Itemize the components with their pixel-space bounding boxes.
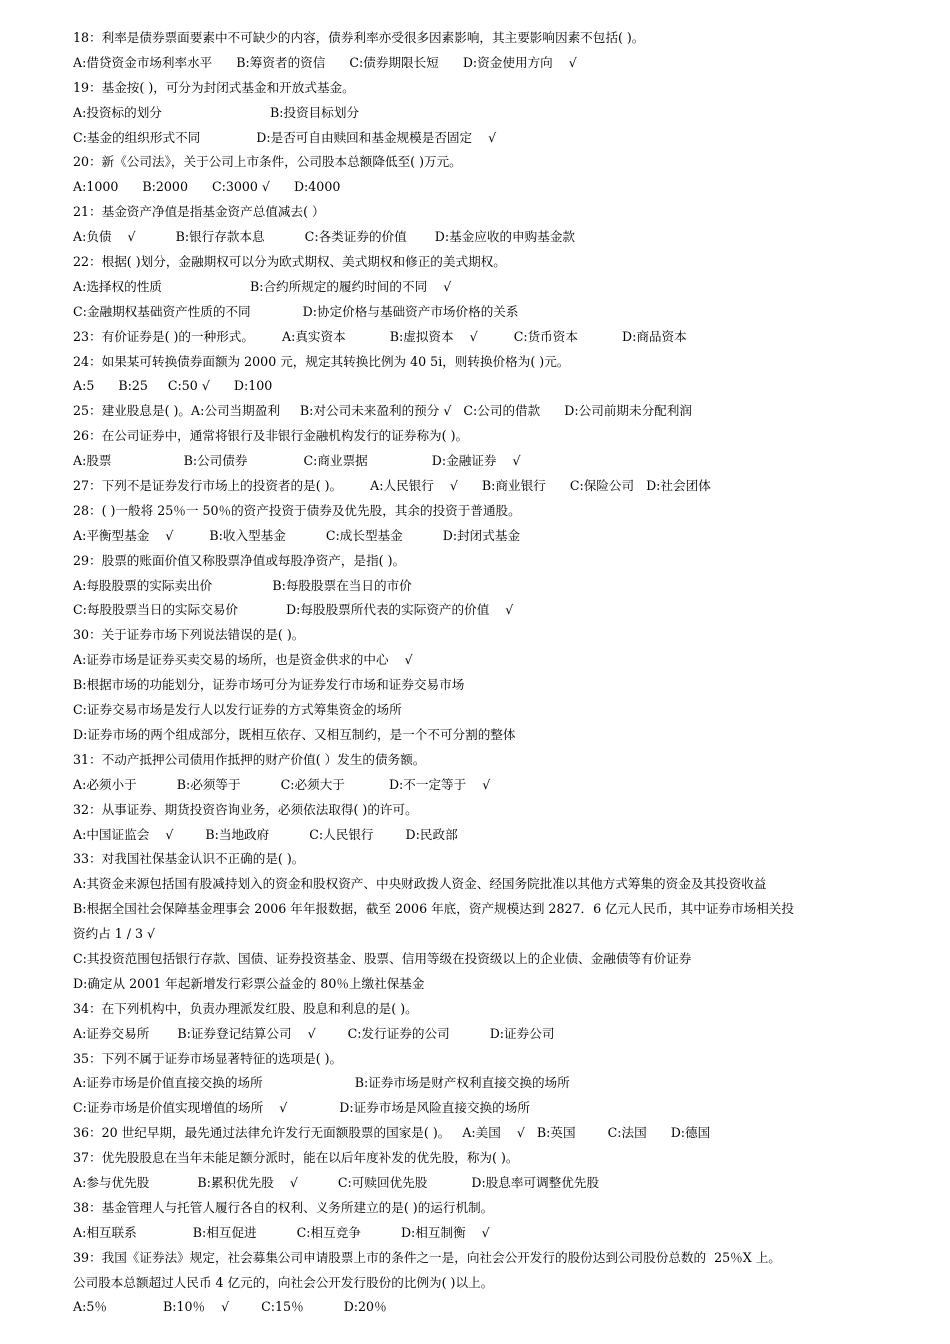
q28-options: A:平衡型基金 √ B:收入型基金 C:成长型基金 D:封闭式基金	[73, 527, 521, 543]
q20-question: 20：新《公司法》，关于公司上市条件，公司股本总额降低至( )万元。	[73, 154, 462, 170]
q23-question-options: 23：有价证券是( )的一种形式。 A:真实资本 B:虚拟资本 √ C:货币资本 D:商品资本	[73, 328, 687, 344]
q34-options: A:证券交易所 B:证券登记结算公司 √ C:发行证券的公司 D:证券公司	[73, 1025, 555, 1041]
q30-option-c: C:证券交易市场是发行人以发行证券的方式筹集资金的场所	[73, 702, 402, 718]
q33-option-c: C:其投资范围包括银行存款、国债、证券投资基金、股票、信用等级在投资级以上的企业债、金融债等有价证券	[73, 950, 692, 966]
q37-question: 37：优先股股息在当年未能足额分派时，能在以后年度补发的优先股，称为( )。	[73, 1150, 519, 1166]
q35-question: 35：下列不属于证券市场显著特征的选项是( )。	[73, 1050, 343, 1066]
q34-question: 34：在下列机构中，负责办理派发红股、股息和利息的是( )。	[73, 1000, 418, 1016]
q32-options: A:中国证监会 √ B:当地政府 C:人民银行 D:民政部	[73, 826, 458, 842]
q22-options-ab: A:选择权的性质 B:合约所规定的履约时间的不同 √	[73, 278, 452, 294]
q39-question-cont: 公司股本总额超过人民币 4 亿元的，向社会公开发行股份的比例为( )以上。	[73, 1274, 494, 1290]
q39-question: 39：我国《证券法》规定，社会募集公司申请股票上市的条件之一是，向社会公开发行的股份达到公司股份总数的 25％X 上。	[73, 1249, 781, 1265]
q30-option-a: A:证券市场是证券买卖交易的场所，也是资金供求的中心 √	[73, 652, 413, 668]
q35-options-cd: C:证券市场是价值实现增值的场所 √ D:证券市场是风险直接交换的场所	[73, 1100, 530, 1116]
q19-options-cd: C:基金的组织形式不同 D:是否可自由赎回和基金规模是否固定 √	[73, 129, 497, 145]
q33-option-d: D:确定从 2001 年起新增发行彩票公益金的 80％上缴社保基金	[73, 975, 425, 991]
q33-option-a: A:其资金来源包括国有股减持划入的资金和股权资产、中央财政拨人资金、经国务院批准以其他方式筹集的资金及其投资收益	[73, 876, 767, 892]
q18-options: A:借贷资金市场利率水平 B:筹资者的资信 C:债券期限长短 D:资金使用方向 √	[73, 54, 577, 70]
q35-options-ab: A:证券市场是价值直接交换的场所 B:证券市场是财产权利直接交换的场所	[73, 1075, 570, 1091]
q37-options: A:参与优先股 B:累积优先股 √ C:可赎回优先股 D:股息率可调整优先股	[73, 1174, 600, 1190]
q21-question: 21：基金资产净值是指基金资产总值减去( ）	[73, 204, 325, 220]
q26-question: 26：在公司证券中，通常将银行及非银行金融机构发行的证券称为( )。	[73, 428, 469, 444]
q19-options-ab: A:投资标的划分 B:投资目标划分	[73, 104, 360, 120]
q36-question-options: 36：20 世纪早期，最先通过法律允许发行无面额股票的国家是( )。 A:美国 √ B:英国 C:法国 D:德国	[73, 1125, 711, 1141]
q20-options: A:1000 B:2000 C:3000 √ D:4000	[73, 179, 341, 195]
q27-question-options: 27：下列不是证券发行市场上的投资者的是( )。 A:人民银行 √ B:商业银行 C:保险公司 D:社会团体	[73, 478, 711, 494]
q28-question: 28：( )一般将 25％一 50％的资产投资于债券及优先股，其余的投资于普通股。	[73, 502, 521, 518]
q30-option-d: D:证券市场的两个组成部分，既相互依存、又相互制约，是一个不可分割的整体	[73, 726, 516, 742]
q31-question: 31：不动产抵押公司债用作抵押的财产价值( ）发生的债务额。	[73, 751, 426, 767]
q30-question: 30：关于证券市场下列说法错误的是( )。	[73, 627, 305, 643]
q31-options: A:必须小于 B:必须等于 C:必须大于 D:不一定等于 √	[73, 776, 491, 792]
q30-option-b: B:根据市场的功能划分，证券市场可分为证券发行市场和证券交易市场	[73, 677, 465, 693]
q33-option-b: B:根据全国社会保障基金理事会 2006 年年报数据，截至 2006 年底，资产规模达到 2827．6 亿元人民币，其中证券市场相关投	[73, 901, 794, 917]
q26-options: A:股票 B:公司债券 C:商业票据 D:金融证券 √	[73, 453, 521, 469]
q19-question: 19：基金按( )，可分为封闭式基金和开放式基金。	[73, 79, 355, 95]
q32-question: 32：从事证券、期货投资咨询业务，必须依法取得( )的许可。	[73, 801, 418, 817]
q38-question: 38：基金管理人与托管人履行各自的权利、义务所建立的是( )的运行机制。	[73, 1199, 494, 1215]
q29-options-cd: C:每股股票当日的实际交易价 D:每股股票所代表的实际资产的价值 √	[73, 602, 514, 618]
q22-question: 22：根据( )划分，金融期权可以分为欧式期权、美式期权和修正的美式期权。	[73, 254, 506, 270]
q38-options: A:相互联系 B:相互促进 C:相互竞争 D:相互制衡 √	[73, 1224, 490, 1240]
q24-options: A:5 B:25 C:50 √ D:100	[73, 378, 273, 394]
q21-options: A:负债 √ B:银行存款本息 C:各类证券的价值 D:基金应收的申购基金款	[73, 229, 576, 245]
q25-question-options: 25：建业股息是( )。A:公司当期盈利 B:对公司未来盈利的预分 √ C:公司的借款 D:公司前期未分配利润	[73, 403, 692, 419]
q29-question: 29：股票的账面价值又称股票净值或每股净资产，是指( )。	[73, 552, 406, 568]
q33-question: 33：对我国社保基金认识不正确的是( )。	[73, 851, 305, 867]
q22-options-cd: C:金融期权基础资产性质的不同 D:协定价格与基础资产市场价格的关系	[73, 303, 519, 319]
q18-question: 18：利率是债券票面要素中不可缺少的内容，债券利率亦受很多因素影响，其主要影响因素不包括( )。	[73, 30, 645, 45]
q24-question: 24：如果某可转换债券面额为 2000 元，规定其转换比例为 40 5i，则转换价格为( )元。	[73, 353, 570, 369]
q33-option-b-cont: 资约占 1 / 3 √	[73, 926, 156, 942]
q39-options: A:5％ B:10％ √ C:15％ D:20％	[73, 1299, 387, 1315]
q29-options-ab: A:每股股票的实际卖出价 B:每股股票在当日的市价	[73, 577, 412, 593]
